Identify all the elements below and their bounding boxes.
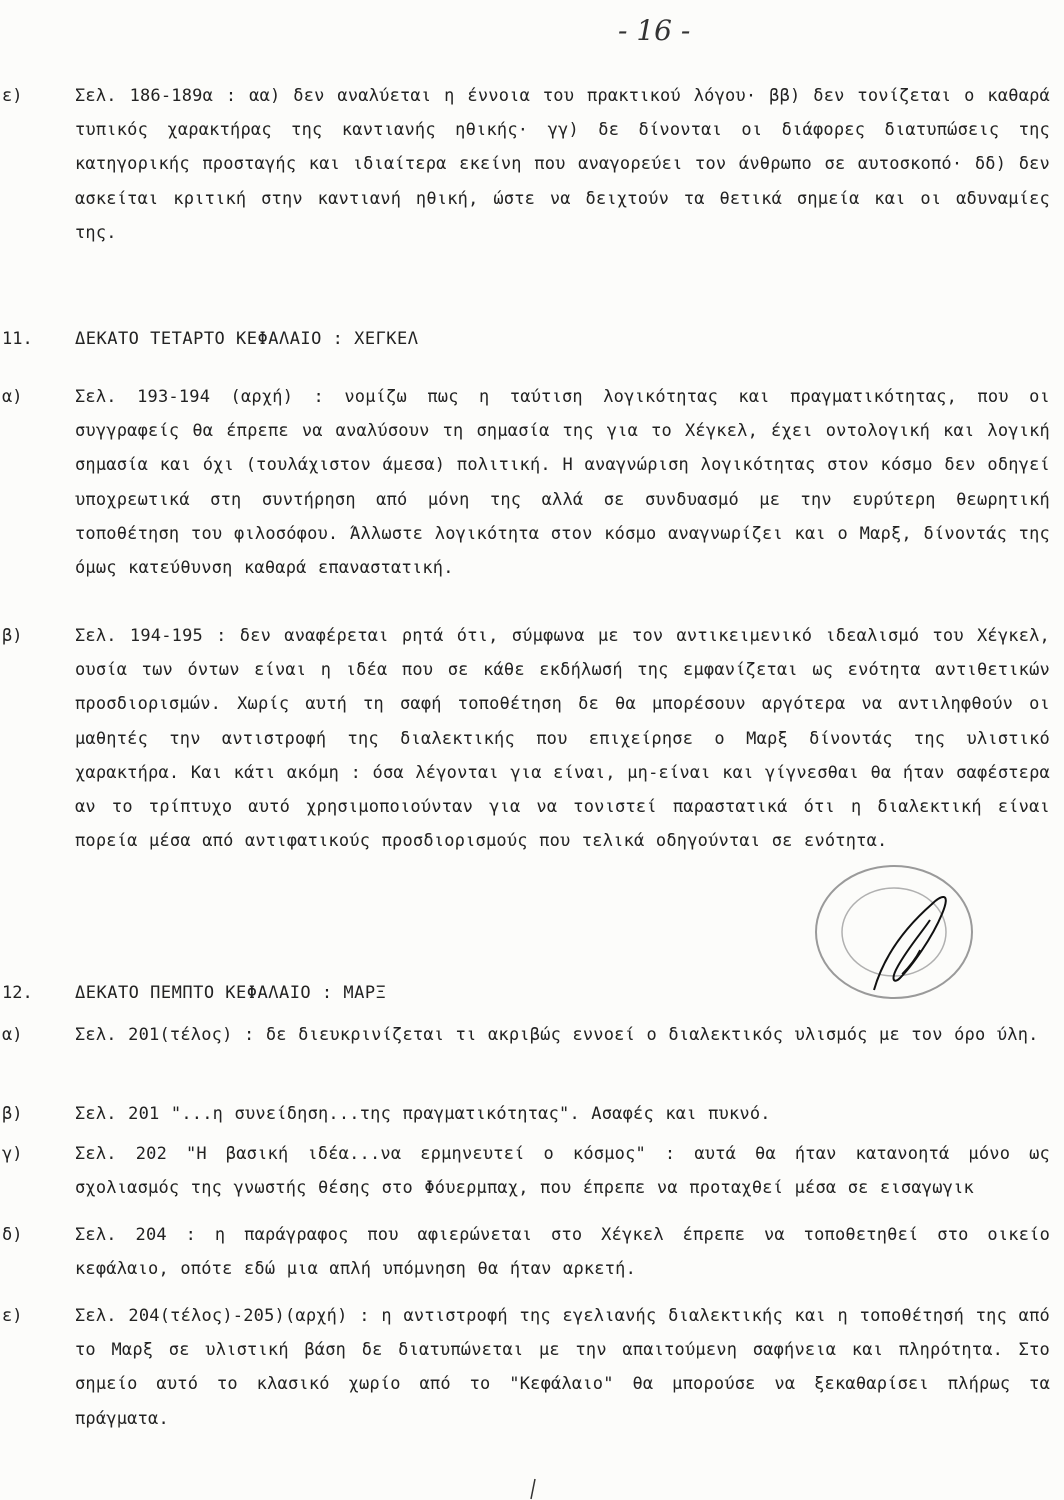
item-marker: α)	[2, 387, 23, 407]
pen-mark-icon	[528, 1478, 538, 1500]
item-text: Σελ. 204 : η παράγραφος που αφιερώνεται στο Χέγκελ έπρεπε να τοποθετηθεί στο οικείο κεφάλαιο, οπότε εδώ μια απλή υπόμνηση θα ήταν αρκετή.	[75, 1225, 1050, 1280]
item-text: Σελ. 201(τέλος) : δε διευκρινίζεται τι ακριβώς εννοεί ο διαλεκτικός υλισμός με τον όρο ύλη.	[75, 1025, 1039, 1045]
section-heading: ΔΕΚΑΤΟ ΠΕΜΠΤΟ ΚΕΦΑΛΑΙΟ : ΜΑΡΞ	[75, 983, 387, 1003]
item-marker: γ)	[2, 1144, 23, 1164]
item-text: Σελ. 193-194 (αρχή) : νομίζω πως η ταύτιση λογικότητας και πραγματικότητας, που οι συγγραφείς θα έπρεπε να αναλύσουν τη σημασία της για το Χέγκελ, έχει οντολογική και λογική σημασία και όχι (τουλάχιστον άμεσα) πολιτική. Η αναγνώριση λογικότητας στον κόσμο δεν οδηγεί υποχρεωτικά στη συντήρηση από μόνη της αλλά σε συνδυασμό με την ευρύτερη θεωρητική τοποθέτηση του φιλοσόφου. Άλλωστε λογικότητα στον κόσμο αναγνωρίζει και ο Μαρξ, δίνοντάς της όμως κατεύθυνση καθαρά επαναστατική.	[75, 387, 1050, 579]
item-text: Σελ. 204(τέλος)-205)(αρχή) : η αντιστροφή της εγελιανής διαλεκτικής και η τοποθέτησή της από το Μαρξ σε υλιστική βάση δε διατυπώνεται με την απαιτούμενη σαφήνεια και πληρότητα. Στο σημείο αυτό το κλασικό χωρίο από το "Κεφάλαιο" θα μπορούσε να ξεκαθαρίσει πλήρως τα πράγματα.	[75, 1306, 1050, 1429]
item-marker: ε)	[2, 86, 23, 106]
section-number: 11.	[2, 329, 33, 349]
item-marker: δ)	[2, 1225, 23, 1245]
item-text: Σελ. 202 "Η βασική ιδέα...να ερμηνευτεί ο κόσμος" : αυτά θα ήταν κατανοητά μόνο ως σχολιασμός της γνωστής θέσης στο Φόυερμπαχ, που έπρεπε να προταχθεί μέσα σε εισαγωγικ	[75, 1144, 1050, 1199]
section-number: 12.	[2, 983, 33, 1003]
item-text: Σελ. 194-195 : δεν αναφέρεται ρητά ότι, σύμφωνα με τον αντικειμενικό ιδεαλισμό του Χέγκελ, ουσία των όντων είναι η ιδέα που σε κάθε εκδήλωσή της εμφανίζεται ως ενότητα αντιθετικών προσδιορισμών. Χωρίς αυτή τη σαφή τοποθέτηση δε θα μπορέσουν αργότερα να αντιληφθούν οι μαθητές την αντιστροφή της διαλεκτικής που επιχείρησε ο Μαρξ δίνοντάς της υλιστικό χαρακτήρα. Και κάτι ακόμη : όσα λέγονται για είναι, μη-είναι και γίγνεσθαι θα ήταν σαφέστερα αν το τρίπτυχο αυτό χρησιμοποιούνταν για να τονιστεί παραστατικά ότι η διαλεκτική είναι πορεία μέσα από αντιφατικούς προσδιορισμούς που τελικά οδηγούνται σε ενότητα.	[75, 626, 1050, 852]
official-stamp-icon	[782, 862, 1002, 1007]
item-marker: β)	[2, 1104, 23, 1124]
item-text: Σελ. 201 "...η συνείδηση...της πραγματικότητας". Ασαφές και πυκνό.	[75, 1104, 771, 1124]
item-marker: ε)	[2, 1306, 23, 1326]
item-text: Σελ. 186-189α : αα) δεν αναλύεται η έννοια του πρακτικού λόγου· ββ) δεν τονίζεται ο καθαρά τυπικός χαρακτήρας της καντιανής ηθικής· γγ) δε δίνονται οι διάφορες διατυπώσεις της κατηγορικής προσταγής και ιδιαίτερα εκείνη που αναγορεύει τον άνθρωπο σε αυτοσκοπό· δδ) δεν ασκείται κριτική στην καντιανή ηθική, ώστε να δειχτούν τα θετικά σημεία και οι αδυναμίες της.	[75, 86, 1050, 243]
page-number: - 16 -	[618, 14, 691, 47]
signature-icon	[874, 897, 946, 990]
section-heading: ΔΕΚΑΤΟ ΤΕΤΑΡΤΟ ΚΕΦΑΛΑΙΟ : ΧΕΓΚΕΛ	[75, 329, 419, 349]
item-marker: β)	[2, 626, 23, 646]
item-marker: α)	[2, 1025, 23, 1045]
